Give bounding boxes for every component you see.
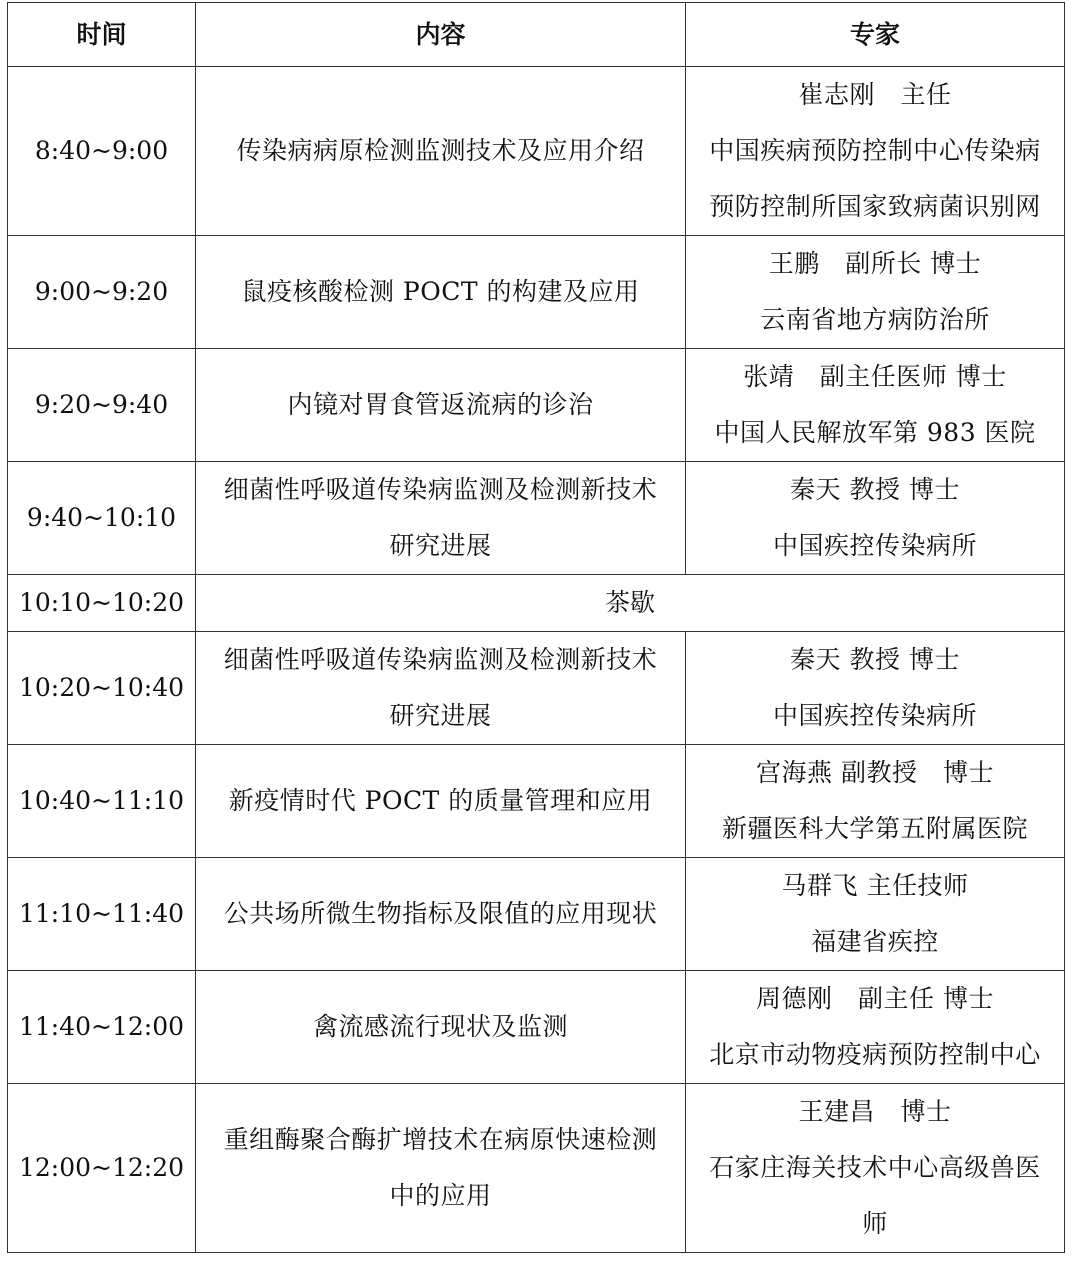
table-row (8, 971, 1065, 1084)
content-cell (196, 67, 686, 236)
table-row-break (8, 575, 1065, 632)
expert-name: 王鹏 副所长 博士 (768, 249, 982, 278)
content-line: 研究进展 (389, 701, 492, 730)
time-cell: 10:10~10:20 (8, 575, 196, 632)
table-row (8, 67, 1065, 236)
header-time: 时间 (8, 3, 196, 67)
expert-affiliation: 中国疾病预防控制中心传染病 (709, 136, 1041, 165)
content-cell (196, 745, 686, 858)
header-expert: 专家 (686, 3, 1065, 67)
expert-affiliation: 预防控制所国家致病菌识别网 (709, 192, 1041, 221)
time-cell: 9:00~9:20 (8, 236, 196, 349)
table-row (8, 745, 1065, 858)
content-line: 中的应用 (389, 1181, 492, 1210)
expert-cell (686, 632, 1065, 745)
content-cell (196, 462, 686, 575)
content-line: 细菌性呼吸道传染病监测及检测新技术 (223, 645, 658, 674)
expert-name: 秦天 教授 博士 (790, 475, 960, 504)
expert-name: 宫海燕 副教授 博士 (756, 758, 994, 787)
expert-name: 张靖 副主任医师 博士 (743, 362, 1007, 391)
break-label: 茶歇 (604, 588, 655, 617)
content-cell (196, 1084, 686, 1253)
content-line: 禽流感流行现状及监测 (312, 1012, 568, 1041)
content-cell (196, 858, 686, 971)
content-cell (196, 236, 686, 349)
time-cell: 10:40~11:10 (8, 745, 196, 858)
time-cell: 8:40~9:00 (8, 67, 196, 236)
table-row (8, 349, 1065, 462)
content-line: 重组酶聚合酶扩增技术在病原快速检测 (223, 1125, 658, 1154)
expert-affiliation: 北京市动物疫病预防控制中心 (709, 1040, 1041, 1069)
expert-cell (686, 67, 1065, 236)
time-cell: 11:40~12:00 (8, 971, 196, 1084)
time-cell: 10:20~10:40 (8, 632, 196, 745)
expert-affiliation: 中国疾控传染病所 (772, 701, 977, 730)
schedule-table (7, 2, 1065, 1253)
expert-name: 崔志刚 主任 (798, 80, 952, 109)
time-cell: 9:40~10:10 (8, 462, 196, 575)
expert-affiliation: 石家庄海关技术中心高级兽医 (709, 1153, 1041, 1182)
expert-cell (686, 462, 1065, 575)
expert-cell (686, 971, 1065, 1084)
expert-cell (686, 349, 1065, 462)
expert-affiliation: 云南省地方病防治所 (760, 305, 990, 334)
table-row (8, 632, 1065, 745)
table-row (8, 236, 1065, 349)
expert-cell (686, 745, 1065, 858)
content-line: 鼠疫核酸检测 POCT 的构建及应用 (241, 277, 640, 306)
table-row (8, 858, 1065, 971)
expert-cell (686, 1084, 1065, 1253)
expert-name: 秦天 教授 博士 (790, 645, 960, 674)
content-cell (196, 349, 686, 462)
content-line: 新疫情时代 POCT 的质量管理和应用 (228, 786, 653, 815)
expert-affiliation: 中国人民解放军第 983 医院 (714, 418, 1036, 447)
content-line: 细菌性呼吸道传染病监测及检测新技术 (223, 475, 658, 504)
table-row (8, 1084, 1065, 1253)
expert-affiliation: 师 (862, 1209, 888, 1238)
header-row (8, 3, 1065, 67)
content-line: 公共场所微生物指标及限值的应用现状 (223, 899, 658, 928)
time-cell: 11:10~11:40 (8, 858, 196, 971)
content-cell (196, 971, 686, 1084)
time-cell: 12:00~12:20 (8, 1084, 196, 1253)
content-line: 研究进展 (389, 531, 492, 560)
header-content: 内容 (196, 3, 686, 67)
break-cell (196, 575, 1065, 632)
expert-cell (686, 858, 1065, 971)
expert-affiliation: 新疆医科大学第五附属医院 (721, 814, 1028, 843)
expert-cell (686, 236, 1065, 349)
content-cell (196, 632, 686, 745)
expert-name: 周德刚 副主任 博士 (756, 984, 994, 1013)
expert-name: 马群飞 主任技师 (781, 871, 969, 900)
time-cell: 9:20~9:40 (8, 349, 196, 462)
expert-name: 王建昌 博士 (798, 1097, 952, 1126)
content-line: 传染病病原检测监测技术及应用介绍 (236, 136, 645, 165)
expert-affiliation: 中国疾控传染病所 (772, 531, 977, 560)
table-row (8, 462, 1065, 575)
expert-affiliation: 福建省疾控 (811, 927, 939, 956)
content-line: 内镜对胃食管返流病的诊治 (287, 390, 594, 419)
